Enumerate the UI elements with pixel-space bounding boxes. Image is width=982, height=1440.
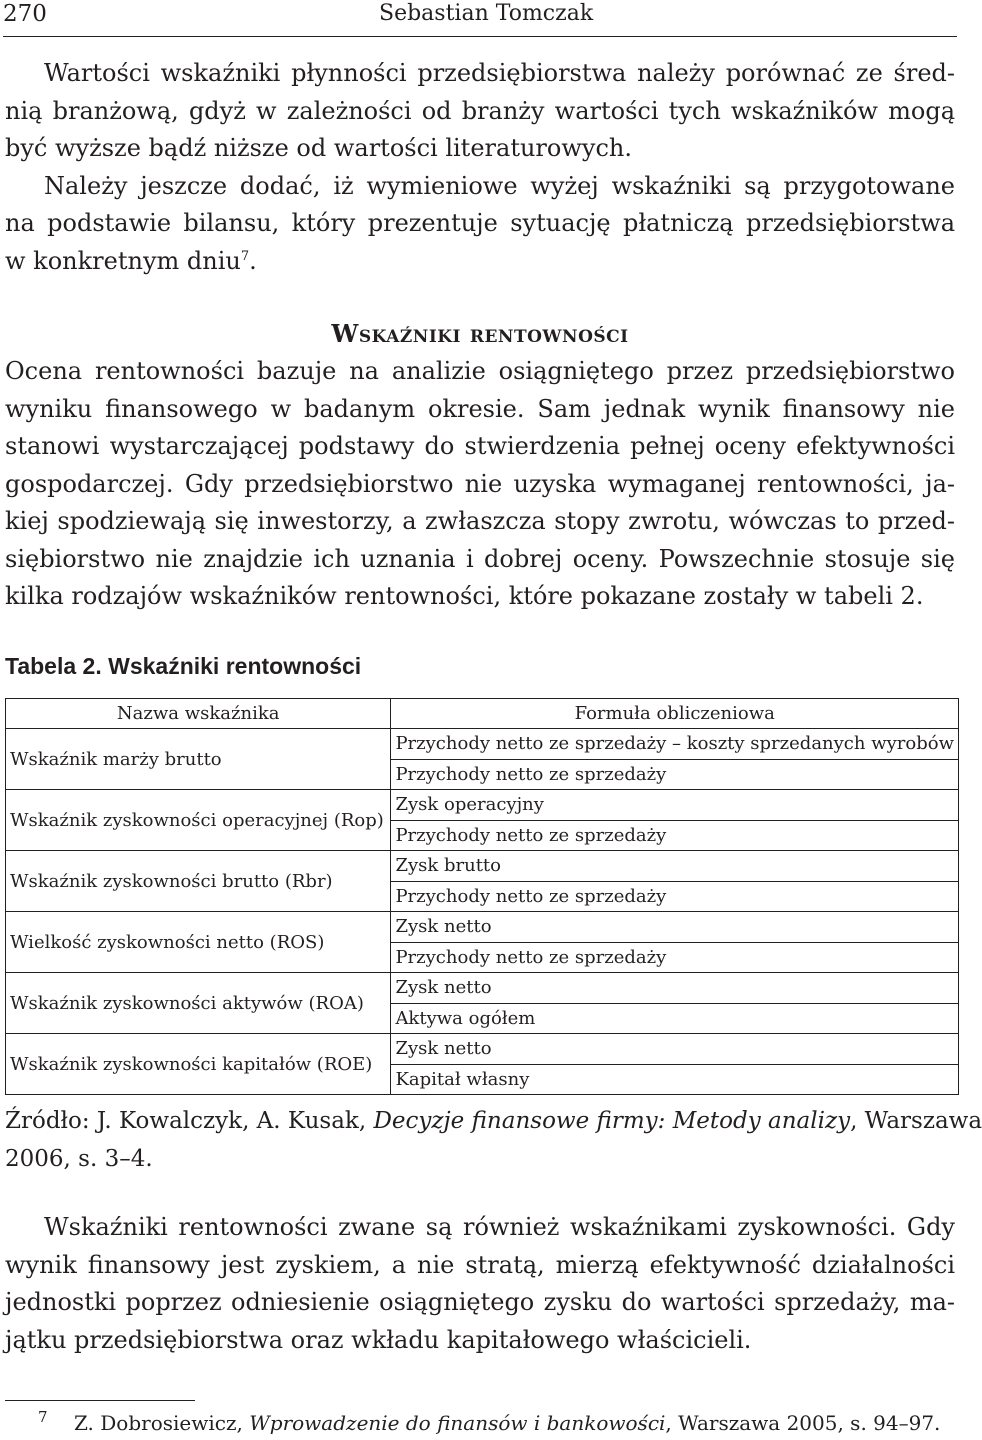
text-line: wynik finansowy jest zyskiem, a nie stratą, mierzą efektywność działalności [5,1250,955,1279]
section-heading: Wskaźniki rentowności [331,319,629,348]
text-fragment: . [249,246,257,275]
text-line: 2006, s. 3–4. [5,1146,153,1172]
paragraph-profitability-intro [5,353,955,616]
formula-numerator: Zysk operacyjny [391,790,958,821]
footnote [38,1408,958,1438]
paragraph-profitability-definition [5,1209,955,1359]
formula-numerator: Zysk netto [391,912,958,943]
table-source-note [5,1102,982,1178]
ratio-name: Wskaźnik marży brutto [6,729,391,790]
formula-denominator: Przychody netto ze sprzedaży [395,763,667,785]
table-caption: Tabela 2. Wskaźniki rentowności [5,653,362,679]
ratio-formula [391,1034,959,1095]
ratio-name: Wskaźnik zyskowności operacyjnej (Rop) [6,790,391,851]
page-number: 270 [3,1,47,27]
column-header-name: Nazwa wskaźnika [6,699,391,729]
text-line [5,1102,982,1140]
text-line: na podstawie bilansu, który prezentuje sytuację płatniczą przedsiębiorstwa [5,209,955,237]
table-row [6,973,959,1034]
running-head-author: Sebastian Tomczak [379,1,594,26]
table-row [6,851,959,912]
formula-numerator: Zysk netto [391,1034,958,1065]
formula-denominator: Przychody netto ze sprzedaży [395,946,667,968]
footnote-separator [5,1400,195,1401]
ratio-formula [391,973,959,1034]
table-row [6,1034,959,1095]
text-fragment: , Warszawa 2005, s. 94–97. [665,1411,941,1435]
source-title: Decyzje finansowe firmy: Metody analizy [373,1108,851,1134]
text-line: siębiorstwo nie znajdzie ich uznania i dobrej oceny. Powszechnie stosuje się [5,544,955,573]
formula-denominator: Przychody netto ze sprzedaży [395,885,667,907]
ratio-formula [391,790,959,851]
footnote-reference[interactable]: 7 [240,248,250,264]
formula-numerator: Zysk brutto [391,851,958,882]
text-line: nią branżową, gdyż w zależności od branży wartości tych wskaźników mogą [5,96,955,125]
text-line: wyniku finansowego w badanym okresie. Sam jednak wynik finansowy nie [5,394,955,423]
text-line: Należy jeszcze dodać, iż wymieniowe wyżej wskaźniki są przygotowane [44,171,955,200]
text-fragment: , Warszawa [850,1108,982,1134]
text-line: Wartości wskaźniki płynności przedsiębiorstwa należy porównać ze śred- [44,59,955,87]
text-line: kilka rodzajów wskaźników rentowności, które pokazane zostały w tabeli 2. [5,582,924,610]
formula-denominator: Przychody netto ze sprzedaży [395,824,667,846]
text-line: Wskaźniki rentowności zwane są również wskaźnikami zyskowności. Gdy [44,1213,955,1241]
text-line [5,243,955,281]
ratio-formula [391,851,959,912]
ratio-formula [391,729,959,790]
profitability-ratios-table [5,698,959,1095]
ratio-name: Wskaźnik zyskowności aktywów (ROA) [6,973,391,1034]
table-row [6,790,959,851]
text-line: jątku przedsiębiorstwa oraz wkładu kapitałowego właścicieli. [5,1325,752,1354]
footnote-title: Wprowadzenie do finansów i bankowości [249,1411,666,1435]
table-row [6,729,959,790]
text-line: stanowi wystarczającej podstawy do stwierdzenia pełnej oceny efektywności [5,432,955,460]
formula-numerator: Przychody netto ze sprzedaży – koszty sprzedanych wyrobów [391,729,958,760]
ratio-formula [391,912,959,973]
table-header-row [6,699,959,729]
formula-denominator: Aktywa ogółem [395,1007,536,1029]
formula-numerator: Zysk netto [391,973,958,1004]
text-line: być wyższe bądź niższe od wartości literaturowych. [5,134,632,162]
text-line: gospodarczej. Gdy przedsiębiorstwo nie uzyska wymaganej rentowności, ja- [5,469,955,498]
formula-denominator: Kapitał własny [395,1068,530,1090]
text-fragment: w konkretnym dniu [5,246,241,275]
ratio-name: Wskaźnik zyskowności kapitałów (ROE) [6,1034,391,1095]
ratio-name: Wskaźnik zyskowności brutto (Rbr) [6,851,391,912]
running-header [3,0,957,37]
text-line: Ocena rentowności bazuje na analizie osiągniętego przez przedsiębiorstwo [5,357,955,385]
column-header-formula: Formuła obliczeniowa [391,699,959,729]
text-fragment: Źródło: J. Kowalczyk, A. Kusak, [5,1108,374,1134]
footnote-text [38,1411,940,1435]
table-row [6,912,959,973]
footnote-number: 7 [38,1408,48,1426]
text-line: jednostki poprzez odniesienie osiągniętego zysku do wartości sprzedaży, ma- [5,1288,955,1316]
text-fragment: Z. Dobrosiewicz, [74,1411,250,1435]
text-line: kiej spodziewają się inwestorzy, a zwłaszcza stopy zwrotu, wówczas to przed- [5,507,955,535]
paragraph-liquidity-comparison [5,55,955,280]
ratio-name: Wielkość zyskowności netto (ROS) [6,912,391,973]
